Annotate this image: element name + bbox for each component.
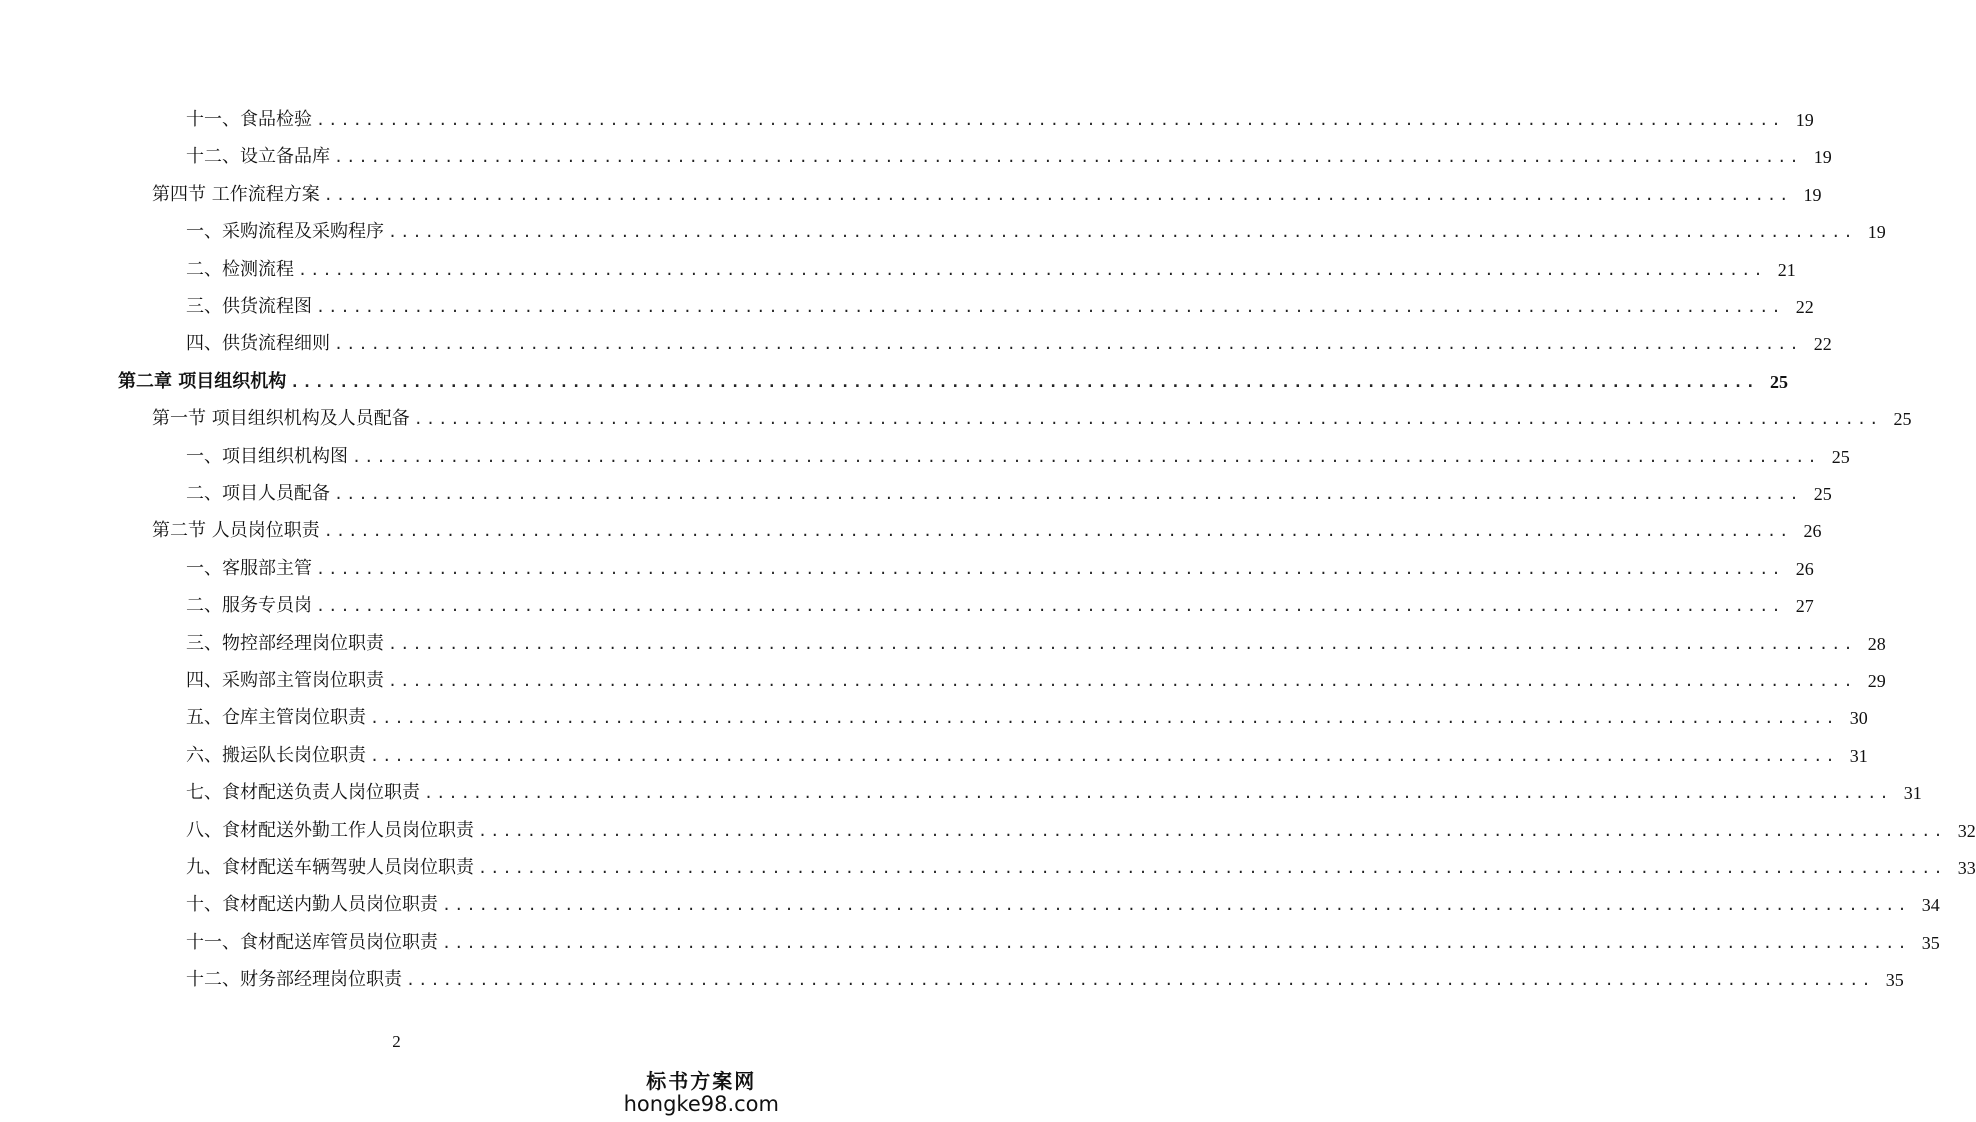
toc-entry-page: 21 <box>1777 259 1796 280</box>
toc-entry-title: 三、物控部经理岗位职责 <box>186 632 384 654</box>
toc-entry[interactable] <box>186 330 1832 358</box>
toc-entry-page: 29 <box>1867 671 1886 691</box>
toc-entry-page: 34 <box>1921 895 1940 916</box>
toc-entry-title: 三、供货流程图 <box>186 296 312 317</box>
toc-entry[interactable] <box>186 742 1868 770</box>
toc-entry-title: 第一节 项目组织机构及人员配备 <box>152 408 410 430</box>
toc-dot-leader: ........................................................................................................................ <box>478 821 1946 840</box>
toc-dot-leader: ........................................................................................................................ <box>352 447 1820 466</box>
toc-entry-title: 十、食材配送内勤人员岗位职责 <box>186 894 438 916</box>
toc-entry-page: 25 <box>1893 409 1912 430</box>
toc-entry-page: 26 <box>1803 521 1822 542</box>
toc-dot-leader: ........................................................................................................................ <box>323 522 1792 541</box>
toc-entry-title: 九、食材配送车辆驾驶人员岗位职责 <box>186 857 474 878</box>
toc-entry-title: 十二、设立备品库 <box>186 146 330 168</box>
toc-entry-title: 十二、财务部经理岗位职责 <box>186 969 402 991</box>
toc-entry[interactable] <box>186 966 1904 994</box>
toc-entry-title: 十一、食材配送库管员岗位职责 <box>186 931 438 953</box>
toc-entry-title: 二、检测流程 <box>186 258 294 280</box>
toc-entry-page: 22 <box>1795 297 1814 317</box>
page-number: 2 <box>392 1032 401 1051</box>
toc-entry-title: 第二章 项目组织机构 <box>118 370 287 392</box>
toc-entry[interactable] <box>186 293 1814 321</box>
toc-entry-page: 19 <box>1813 147 1832 168</box>
toc-entry[interactable] <box>186 817 1976 845</box>
toc-entry-title: 十一、食品检验 <box>186 109 312 130</box>
toc-entry-page: 19 <box>1795 110 1814 130</box>
toc-dot-leader: ........................................................................................................................ <box>388 634 1856 653</box>
toc-entry[interactable] <box>186 854 1976 882</box>
toc-entry-title: 一、客服部主管 <box>186 557 312 579</box>
toc-entry-page: 27 <box>1795 596 1814 617</box>
toc-dot-leader: ........................................................................................................................ <box>334 335 1802 354</box>
toc-entry[interactable] <box>186 704 1868 732</box>
toc-dot-leader: ........................................................................................................................ <box>370 746 1838 765</box>
toc-entry-page: 26 <box>1795 558 1814 579</box>
toc-dot-leader: ........................................................................................................................ <box>323 185 1792 204</box>
toc-entry[interactable] <box>186 480 1832 508</box>
toc-entry[interactable] <box>186 443 1850 471</box>
toc-dot-leader: ........................................................................................................................ <box>370 709 1838 728</box>
toc-entry-title: 七、食材配送负责人岗位职责 <box>186 782 420 804</box>
toc-entry-page: 32 <box>1957 820 1976 841</box>
toc-entry-page: 30 <box>1849 708 1868 729</box>
toc-entry[interactable] <box>186 555 1814 583</box>
toc-entry-title: 六、搬运队长岗位职责 <box>186 744 366 766</box>
toc-entry[interactable] <box>186 779 1922 807</box>
toc-entry[interactable] <box>152 181 1822 209</box>
toc-entry-page: 33 <box>1957 858 1976 878</box>
toc-entry-title: 四、供货流程细则 <box>186 333 330 355</box>
toc-entry[interactable] <box>186 592 1814 620</box>
toc-entry-page: 25 <box>1769 371 1788 392</box>
toc-entry-title: 二、服务专员岗 <box>186 595 312 617</box>
toc-entry[interactable] <box>152 517 1822 545</box>
toc-dot-leader: ........................................................................................................................ <box>388 223 1856 242</box>
toc-entry-page: 28 <box>1867 633 1886 654</box>
toc-entry[interactable] <box>152 405 1912 433</box>
toc-entry[interactable] <box>186 143 1832 171</box>
toc-dot-leader: ........................................................................................................................ <box>316 559 1784 578</box>
toc-dot-leader: ........................................................................................................................ <box>290 372 1758 391</box>
toc-entry-title: 一、项目组织机构图 <box>186 445 348 467</box>
toc-entry[interactable] <box>118 368 1788 396</box>
toc-entry-page: 19 <box>1803 184 1822 205</box>
toc-entry-page: 25 <box>1813 484 1832 504</box>
watermark-title: 标书方案网 <box>646 1069 757 1093</box>
toc-dot-leader: ........................................................................................................................ <box>478 859 1946 877</box>
toc-entry[interactable] <box>186 667 1886 695</box>
toc-dot-leader: ........................................................................................................................ <box>413 410 1882 429</box>
site-watermark <box>624 1065 779 1116</box>
toc-entry-page: 31 <box>1903 783 1922 804</box>
toc-entry-title: 第四节 工作流程方案 <box>152 183 320 205</box>
toc-entry-title: 第二节 人员岗位职责 <box>152 520 320 542</box>
toc-entry[interactable] <box>186 929 1940 957</box>
toc-entry-page: 22 <box>1813 334 1832 355</box>
toc-entry[interactable] <box>186 106 1814 134</box>
toc-entry-page: 35 <box>1885 970 1904 991</box>
toc-dot-leader: ........................................................................................................................ <box>316 597 1784 616</box>
toc-entry[interactable] <box>186 218 1886 246</box>
toc-entry-title: 八、食材配送外勤工作人员岗位职责 <box>186 819 474 841</box>
toc-entry[interactable] <box>186 630 1886 658</box>
toc-entry[interactable] <box>186 256 1796 284</box>
toc-dot-leader: ........................................................................................................................ <box>424 784 1892 803</box>
toc-entry-title: 四、采购部主管岗位职责 <box>186 670 384 691</box>
toc-dot-leader: ........................................................................................................................ <box>298 260 1766 279</box>
toc-dot-leader: ........................................................................................................................ <box>316 298 1784 316</box>
toc-entry-title: 二、项目人员配备 <box>186 483 330 504</box>
toc-dot-leader: ........................................................................................................................ <box>406 971 1874 990</box>
toc-entry-page: 19 <box>1867 222 1886 243</box>
watermark-url: hongke98.com <box>623 1092 779 1116</box>
toc-dot-leader: ........................................................................................................................ <box>442 933 1910 952</box>
toc-dot-leader: ........................................................................................................................ <box>316 111 1784 129</box>
toc-dot-leader: ........................................................................................................................ <box>334 485 1802 503</box>
toc-entry-page: 35 <box>1921 932 1940 953</box>
toc-entry-page: 25 <box>1831 446 1850 467</box>
toc-entry-title: 五、仓库主管岗位职责 <box>186 707 366 729</box>
toc-entry-page: 31 <box>1849 745 1868 766</box>
toc-entry-title: 一、采购流程及采购程序 <box>186 221 384 243</box>
toc-dot-leader: ........................................................................................................................ <box>442 896 1910 915</box>
toc-dot-leader: ........................................................................................................................ <box>388 672 1856 690</box>
toc-dot-leader: ........................................................................................................................ <box>334 148 1802 167</box>
toc-entry[interactable] <box>186 891 1940 919</box>
